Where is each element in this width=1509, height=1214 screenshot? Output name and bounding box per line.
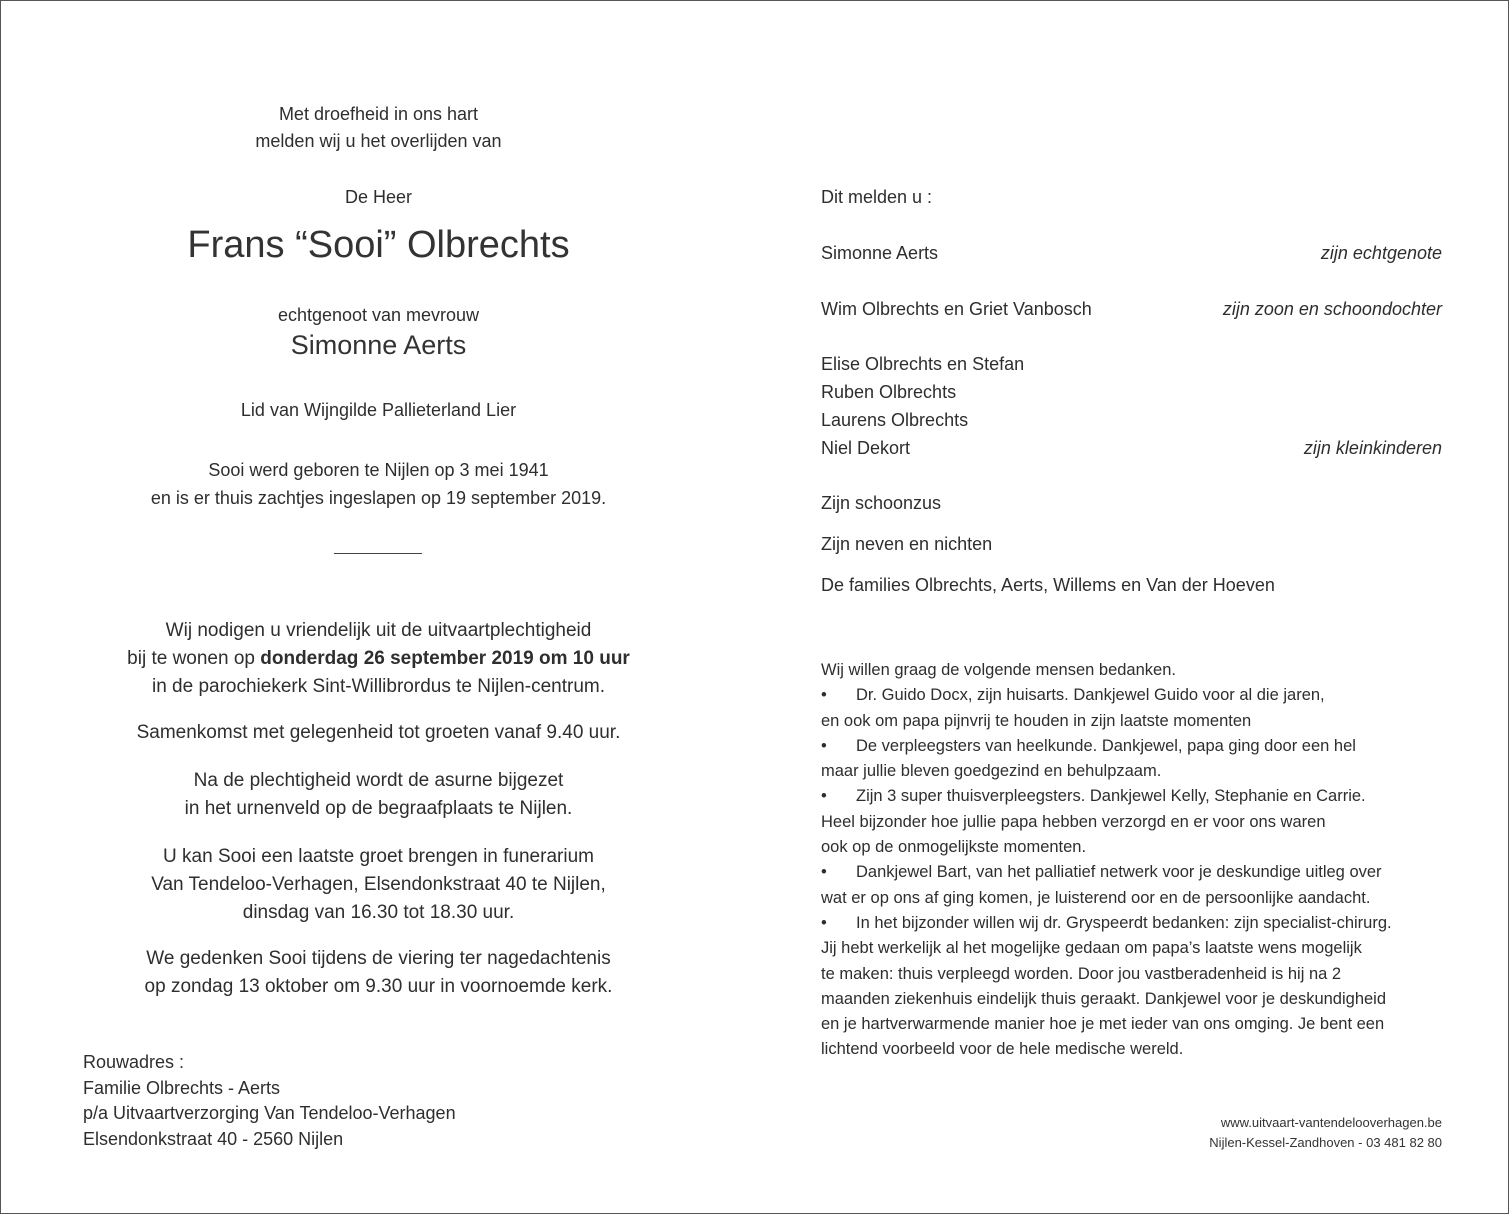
- family-role-2: zijn zoon en schoondochter: [1222, 299, 1442, 319]
- gathering-text: Samenkomst met gelegenheid tot groeten vanaf 9.40 uur.: [136, 722, 621, 743]
- address-label: Rouwadres :: [83, 1052, 185, 1072]
- bullet: •: [821, 787, 827, 806]
- invite-line-3: in de parochiekerk Sint-Willibrordus te Nijlen-centrum.: [151, 676, 605, 697]
- funerarium-line-2: Van Tendeloo-Verhagen, Elsendonkstraat 40 te Nijlen,: [151, 874, 606, 895]
- bullet: •: [821, 863, 827, 882]
- remembrance-line-1: We gedenken Sooi tijdens de viering ter nagedachtenis: [146, 948, 611, 969]
- bullet: •: [821, 686, 827, 705]
- spouse-label: echtgenoot van mevrouw: [277, 305, 480, 325]
- divider: [334, 553, 422, 554]
- thanks-text: en ook om papa pijnvrij te houden in zijn laatste momenten: [821, 711, 1252, 730]
- thanks-item: [821, 784, 1461, 809]
- death-line: en is er thuis zachtjes ingeslapen op 19 september 2019.: [150, 488, 607, 508]
- thanks-text: maar jullie bleven goedgezind en behulpzaam.: [821, 762, 1162, 781]
- urn-line-2: in het urnenveld op de begraafplaats te Nijlen.: [184, 798, 573, 819]
- thanks-text: Jij hebt werkelijk al het mogelijke gedaan om papa’s laatste wens mogelijk: [821, 939, 1362, 958]
- invite-line-2-text: bij te wonen op: [127, 648, 261, 669]
- family-name-2: Wim Olbrechts en Griet Vanbosch: [821, 299, 1092, 319]
- deceased-name: Frans “Sooi” Olbrechts: [187, 224, 570, 266]
- urn-line-1: Na de plechtigheid wordt de asurne bijgezet: [193, 770, 564, 791]
- funeral-home-contact: Nijlen-Kessel-Zandhoven - 03 481 82 80: [1209, 1135, 1442, 1150]
- family-role-6: zijn kleinkinderen: [1303, 438, 1442, 458]
- funeral-home-website[interactable]: www.uitvaart-vantendelooverhagen.be: [1220, 1115, 1442, 1130]
- mourning-address: [83, 1050, 456, 1152]
- funeral-date: donderdag 26 september 2019 om 10 uur: [260, 648, 630, 669]
- thanks-text: Dankjewel Bart, van het palliatief netwerk voor je deskundige uitleg over: [856, 863, 1382, 882]
- thanks-text: te maken: thuis verpleegd worden. Door jou vastberadenheid is hij na 2: [821, 964, 1342, 983]
- deceased-title: De Heer: [344, 187, 413, 207]
- thanks-text: wat er op ons af ging komen, je luisterend oor en de persoonlijke aandacht.: [821, 888, 1371, 907]
- thanks-text: Heel bijzonder hoe jullie papa hebben verzorgd en er voor ons waren: [821, 812, 1326, 831]
- spouse-name: Simonne Aerts: [290, 330, 467, 360]
- bullet: •: [821, 913, 827, 932]
- thanks-text: lichtend voorbeeld voor de hele medische wereld.: [821, 1040, 1184, 1059]
- family-role-1: zijn echtgenote: [1320, 243, 1442, 263]
- thanks-item: [821, 683, 1461, 708]
- bullet: •: [821, 736, 827, 755]
- thanks-section: [821, 658, 1461, 1063]
- membership: Lid van Wijngilde Pallieterland Lier: [240, 400, 517, 420]
- thanks-item: [821, 860, 1461, 885]
- intro-line-1: Met droefheid in ons hart: [278, 104, 479, 124]
- thanks-item: [821, 911, 1461, 936]
- remembrance-line-2: op zondag 13 oktober om 9.30 uur in voornoemde kerk.: [144, 976, 613, 997]
- address-street: Elsendonkstraat 40 - 2560 Nijlen: [83, 1128, 344, 1149]
- other-relatives-1: Zijn schoonzus: [821, 493, 942, 513]
- thanks-text: Dr. Guido Docx, zijn huisarts. Dankjewel Guido voor al die jaren,: [856, 686, 1325, 705]
- funerarium-line-1: U kan Sooi een laatste groet brengen in funerarium: [163, 846, 594, 867]
- family-name-5: Laurens Olbrechts: [821, 410, 969, 430]
- announce-label: Dit melden u :: [821, 187, 933, 207]
- thanks-text: en je hartverwarmende manier hoe je met ieder van ons omging. Je bent een: [821, 1015, 1385, 1034]
- family-name-6: Niel Dekort: [821, 438, 911, 458]
- invite-line-1: Wij nodigen u vriendelijk uit de uitvaartplechtigheid: [165, 620, 592, 641]
- intro-line-2: melden wij u het overlijden van: [255, 131, 502, 151]
- invite-line-2: [41, 645, 716, 673]
- address-care: p/a Uitvaartverzorging Van Tendeloo-Verhagen: [83, 1103, 456, 1123]
- thanks-text: In het bijzonder willen wij dr. Gryspeerdt bedanken: zijn specialist-chirurg.: [856, 913, 1392, 932]
- family-name-3: Elise Olbrechts en Stefan: [821, 354, 1025, 374]
- other-relatives-2: Zijn neven en nichten: [821, 534, 993, 554]
- thanks-text: maanden ziekenhuis eindelijk thuis geraakt. Dankjewel voor je deskundigheid: [821, 989, 1387, 1008]
- other-relatives-3: De families Olbrechts, Aerts, Willems en Van der Hoeven: [821, 575, 1275, 595]
- family-name-1: Simonne Aerts: [821, 243, 939, 263]
- thanks-intro: Wij willen graag de volgende mensen bedanken.: [821, 661, 1176, 679]
- birth-line: Sooi werd geboren te Nijlen op 3 mei 1941: [208, 460, 549, 480]
- thanks-text: De verpleegsters van heelkunde. Dankjewel, papa ging door een hel: [856, 736, 1356, 755]
- family-name-4: Ruben Olbrechts: [821, 382, 957, 402]
- thanks-text: ook op de onmogelijkste momenten.: [821, 838, 1087, 857]
- thanks-text: Zijn 3 super thuisverpleegsters. Dankjewel Kelly, Stephanie en Carrie.: [856, 787, 1366, 806]
- thanks-item: [821, 734, 1461, 759]
- funerarium-line-3: dinsdag van 16.30 tot 18.30 uur.: [242, 902, 515, 923]
- address-family: Familie Olbrechts - Aerts: [83, 1077, 281, 1098]
